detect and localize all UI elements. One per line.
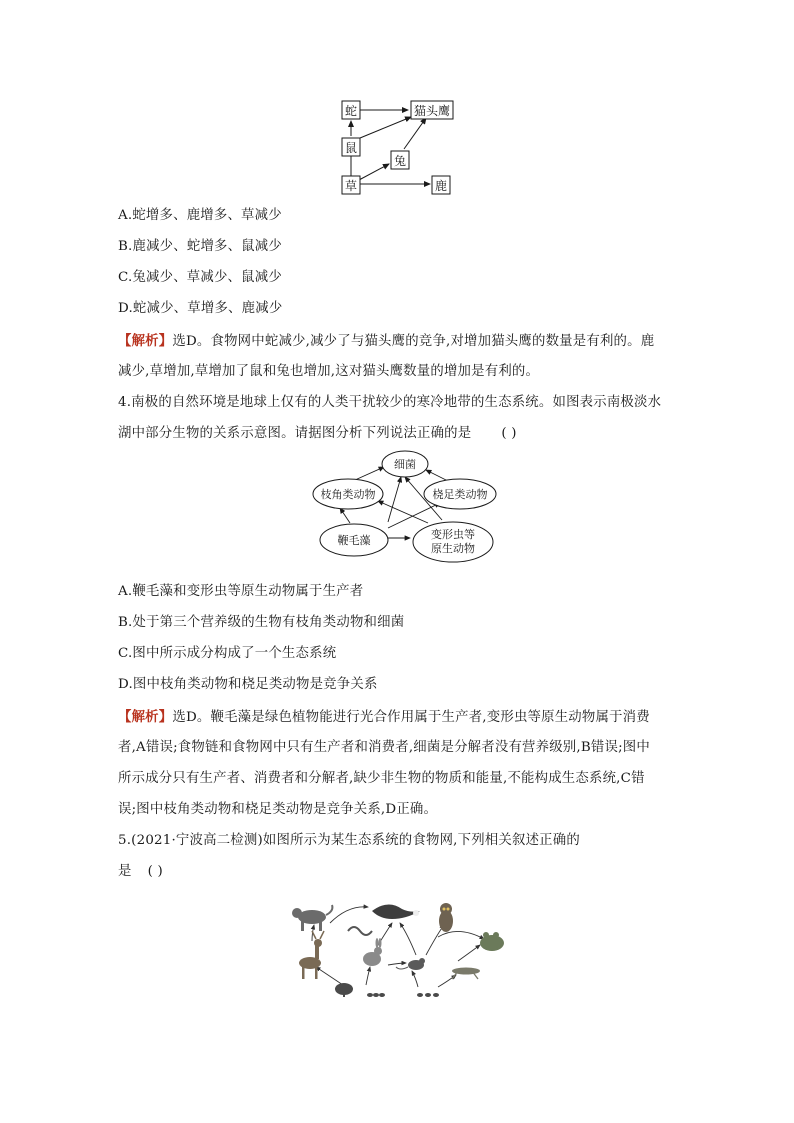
food-web-diagram-1 <box>330 96 470 200</box>
q3-option-d: D.蛇减少、草增多、鹿减少 <box>118 301 283 316</box>
q3-analysis-line-2: 减少,草增加,草增加了鼠和兔也增加,这对猫头鹰数量的增加是有利的。 <box>118 364 540 379</box>
node-grass: 草 <box>344 179 358 193</box>
owl-icon <box>439 903 453 932</box>
analysis-tag: 【解析】 <box>118 709 173 725</box>
q4-analysis-line-1: 【解析】选D。鞭毛藻是绿色植物能进行光合作用属于生产者,变形虫等原生动物属于消费 <box>118 709 650 725</box>
snake-icon <box>348 927 372 935</box>
node-bacteria: 细菌 <box>394 458 416 471</box>
q4-stem-line-1: 4.南极的自然环境是地球上仅有的人类干扰较少的寒冷地带的生态系统。如图表示南极淡水 <box>118 395 662 410</box>
grasshopper-icon <box>452 968 480 980</box>
eagle-icon <box>372 904 420 919</box>
node-copepod: 桡足类动物 <box>432 488 488 501</box>
analysis-tag: 【解析】 <box>118 333 173 349</box>
food-web-diagram-2 <box>300 448 510 566</box>
node-amoeba-line-2: 原生动物 <box>431 542 475 555</box>
node-rabbit: 兔 <box>393 154 407 168</box>
q4-analysis-line-2: 者,A错误;食物链和食物网中只有生产者和消费者,细菌是分解者没有营养级别,B错误;图中 <box>118 740 650 755</box>
q4-option-a: A.鞭毛藻和变形虫等原生动物属于生产者 <box>118 584 364 599</box>
q5-stem-line-1: 5.(2021·宁波高二检测)如图所示为某生态系统的食物网,下列相关叙述正确的 <box>118 833 580 848</box>
node-owl: 猫头鹰 <box>413 104 451 118</box>
answer-paren: ( ) <box>501 426 517 441</box>
node-amoeba-line-1: 变形虫等 <box>431 528 475 541</box>
q4-option-d: D.图中枝角类动物和桡足类动物是竞争关系 <box>118 677 378 692</box>
mouse-icon <box>396 958 425 970</box>
q3-option-a: A.蛇增多、鹿增多、草减少 <box>118 208 282 223</box>
node-mouse: 鼠 <box>344 141 358 155</box>
node-cladocera: 枝角类动物 <box>320 488 376 501</box>
frog-icon <box>480 932 504 951</box>
q3-option-b: B.鹿减少、蛇增多、鼠减少 <box>118 239 282 254</box>
deer-icon <box>299 931 324 979</box>
plant-icon <box>335 983 439 997</box>
tiger-icon <box>292 905 332 931</box>
q5-stem-line-2: 是 ( ) <box>118 864 163 879</box>
q3-analysis-line-1: 【解析】选D。食物网中蛇减少,减少了与猫头鹰的竞争,对增加猫头鹰的数量是有利的。鹿 <box>118 333 655 349</box>
q4-stem-line-2: 湖中部分生物的关系示意图。请据图分析下列说法正确的是 ( ) <box>118 426 517 441</box>
node-flagellate: 鞭毛藻 <box>337 534 371 547</box>
food-web-picture-3 <box>288 895 508 1003</box>
q3-option-c: C.兔减少、草减少、鼠减少 <box>118 270 282 285</box>
answer-paren: ( ) <box>147 864 163 879</box>
q4-option-c: C.图中所示成分构成了一个生态系统 <box>118 646 337 661</box>
q4-analysis-line-4: 误;图中枝角类动物和桡足类动物是竞争关系,D正确。 <box>118 802 438 817</box>
q4-option-b: B.处于第三个营养级的生物有枝角类动物和细菌 <box>118 615 405 630</box>
q4-analysis-line-3: 所示成分只有生产者、消费者和分解者,缺少非生物的物质和能量,不能构成生态系统,C错 <box>118 771 645 786</box>
node-snake: 蛇 <box>344 104 358 118</box>
rabbit-icon <box>363 938 382 966</box>
node-deer: 鹿 <box>434 179 448 193</box>
